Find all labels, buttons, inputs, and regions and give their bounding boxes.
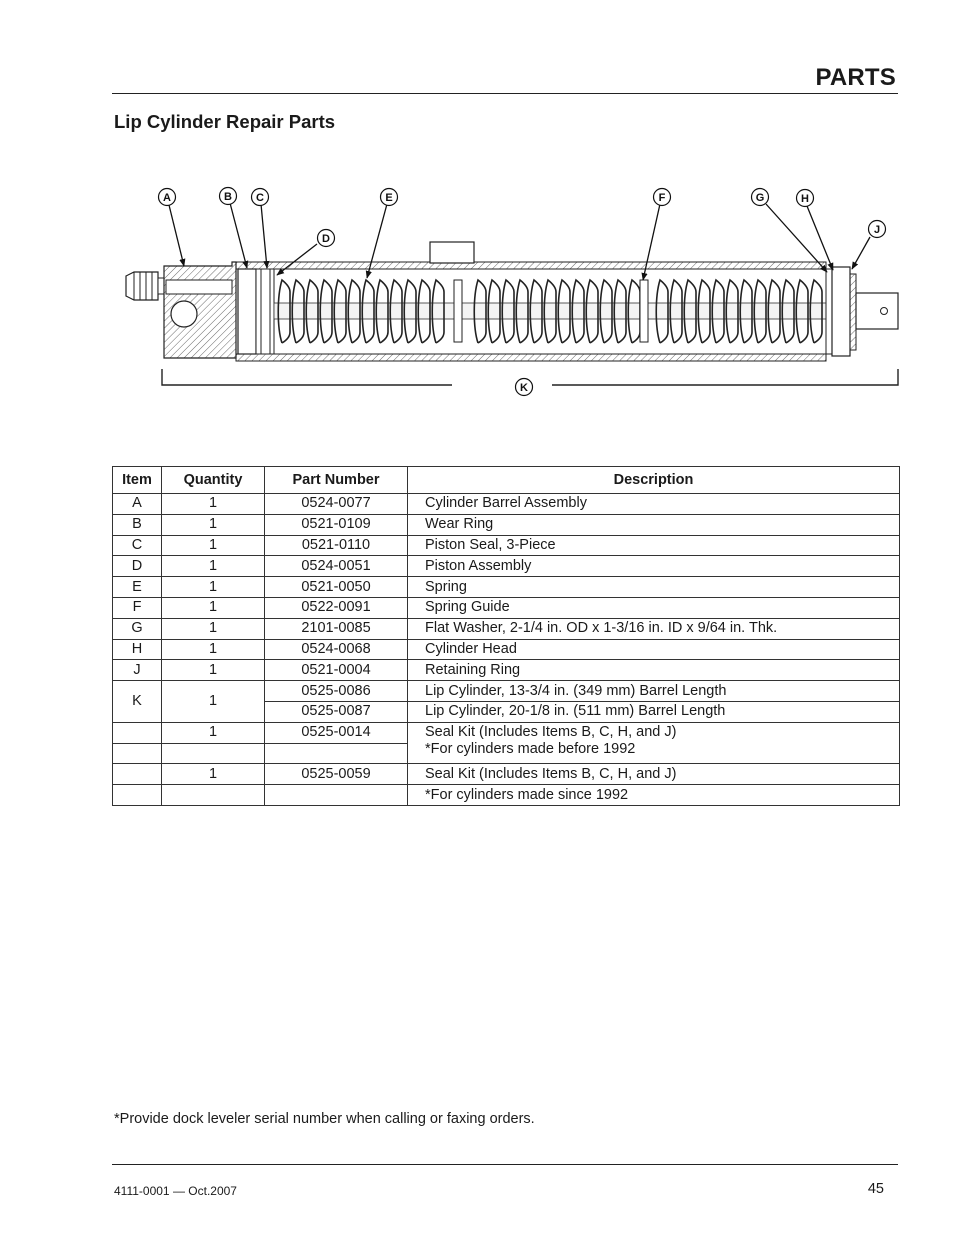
leader-h (807, 206, 833, 270)
cell-item (113, 743, 162, 764)
cell-quantity: 1 (162, 494, 265, 515)
cell-item: A (113, 494, 162, 515)
cell-part-number: 0524-0051 (265, 556, 408, 577)
cell-item: B (113, 514, 162, 535)
table-row (113, 681, 900, 702)
parts-table (112, 466, 900, 806)
cell-description: Lip Cylinder, 13-3/4 in. (349 mm) Barrel Length (408, 681, 900, 702)
cell-item: K (113, 681, 162, 723)
callout-label: G (755, 192, 765, 204)
cell-part-number: 0525-0014 (265, 722, 408, 743)
cell-description: Seal Kit (Includes Items B, C, H, and J) (408, 722, 900, 743)
cell-part-number: 0525-0086 (265, 681, 408, 702)
cell-quantity: 1 (162, 556, 265, 577)
leader-d (277, 244, 317, 275)
cell-part-number: 0521-0004 (265, 660, 408, 681)
piston-rod (274, 303, 834, 319)
leader-a (169, 205, 184, 266)
callout-e (381, 189, 398, 206)
callout-c (252, 189, 269, 206)
cell-item: E (113, 577, 162, 598)
cell-quantity: 1 (162, 764, 265, 785)
cylinder-head (826, 267, 856, 356)
cell-part-number: 0524-0077 (265, 494, 408, 515)
cell-note: *For cylinders made before 1992 (408, 743, 900, 764)
callout-d (318, 230, 335, 247)
cell-quantity (162, 785, 265, 806)
cell-part-number: 0521-0050 (265, 577, 408, 598)
leader-c (261, 204, 267, 268)
page-number: 45 (867, 1181, 884, 1197)
table-row (113, 535, 900, 556)
page-header-title: PARTS (815, 64, 896, 91)
spring-guide (640, 280, 648, 342)
table-row (113, 639, 900, 660)
table-row (113, 764, 900, 785)
cell-description: Spring Guide (408, 597, 900, 618)
callout-label: C (256, 192, 264, 204)
cell-part-number: 0525-0059 (265, 764, 408, 785)
cell-item: D (113, 556, 162, 577)
section-title: Lip Cylinder Repair Parts (114, 111, 336, 132)
callout-label: J (873, 224, 881, 236)
column-header-description: Description (408, 467, 900, 494)
table-row (113, 494, 900, 515)
cell-description: Wear Ring (408, 514, 900, 535)
cell-quantity: 1 (162, 514, 265, 535)
leader-j (852, 237, 870, 269)
cell-quantity: 1 (162, 535, 265, 556)
cell-item: J (113, 660, 162, 681)
hydraulic-fitting (126, 272, 164, 300)
cell-description: Retaining Ring (408, 660, 900, 681)
document-id: 4111-0001 — Oct.2007 (114, 1184, 237, 1198)
cell-part-number: 0524-0068 (265, 639, 408, 660)
table-row (113, 556, 900, 577)
cell-description: Piston Assembly (408, 556, 900, 577)
lip-cylinder-diagram (112, 168, 902, 423)
callout-k (516, 379, 533, 396)
table-row (113, 618, 900, 639)
cell-part-number (265, 785, 408, 806)
cell-quantity: 1 (162, 618, 265, 639)
cell-part-number: 0521-0110 (265, 535, 408, 556)
callout-j (869, 221, 886, 238)
table-row (113, 785, 900, 806)
cell-description: Piston Seal, 3-Piece (408, 535, 900, 556)
cell-part-number (265, 743, 408, 764)
cell-quantity: 1 (162, 639, 265, 660)
table-row (113, 722, 900, 743)
column-header-item: Item (113, 467, 162, 494)
cell-quantity: 1 (162, 681, 265, 723)
callout-a (159, 189, 176, 206)
footnote: *Provide dock leveler serial number when calling or faxing orders. (114, 1111, 535, 1127)
cell-quantity: 1 (162, 722, 265, 743)
leader-b (230, 203, 247, 268)
callout-f (654, 189, 671, 206)
callout-g (752, 189, 769, 206)
cell-note: *For cylinders made since 1992 (408, 785, 900, 806)
table-row (113, 577, 900, 598)
cell-description: Cylinder Head (408, 639, 900, 660)
spring-guide-ring (454, 280, 462, 342)
cell-quantity: 1 (162, 577, 265, 598)
cell-description: Flat Washer, 2-1/4 in. OD x 1-3/16 in. ID x 9/64 in. Thk. (408, 618, 900, 639)
table-row (113, 597, 900, 618)
cell-part-number: 0525-0087 (265, 701, 408, 722)
cell-quantity: 1 (162, 597, 265, 618)
piston-assembly (238, 269, 274, 354)
callout-label: A (163, 192, 171, 204)
callout-b (220, 188, 237, 205)
cell-description: Spring (408, 577, 900, 598)
callout-h (797, 190, 814, 207)
footer-rule (112, 1164, 898, 1165)
cell-description: Seal Kit (Includes Items B, C, H, and J) (408, 764, 900, 785)
table-row (113, 514, 900, 535)
table-row (113, 743, 900, 764)
cell-description: Lip Cylinder, 20-1/8 in. (511 mm) Barrel Length (408, 701, 900, 722)
callout-label: H (801, 193, 809, 205)
cell-part-number: 0522-0091 (265, 597, 408, 618)
cell-item (113, 722, 162, 743)
callout-label: D (322, 233, 330, 245)
cell-quantity (162, 743, 265, 764)
callout-label: E (385, 192, 393, 204)
cell-description: Cylinder Barrel Assembly (408, 494, 900, 515)
callout-label: K (520, 382, 528, 394)
cell-item (113, 785, 162, 806)
cell-item (113, 764, 162, 785)
table-row (113, 660, 900, 681)
cell-part-number: 2101-0085 (265, 618, 408, 639)
column-header-quantity: Quantity (162, 467, 265, 494)
header-rule (112, 93, 898, 94)
cell-quantity: 1 (162, 660, 265, 681)
rod-eye (856, 293, 898, 329)
callout-label: B (224, 191, 232, 203)
cell-item: C (113, 535, 162, 556)
cell-item: F (113, 597, 162, 618)
cell-part-number: 0521-0109 (265, 514, 408, 535)
table-header-row (113, 467, 900, 494)
cylinder-base (164, 262, 236, 358)
callout-label: F (658, 192, 666, 204)
cell-item: H (113, 639, 162, 660)
column-header-part-number: Part Number (265, 467, 408, 494)
cell-item: G (113, 618, 162, 639)
